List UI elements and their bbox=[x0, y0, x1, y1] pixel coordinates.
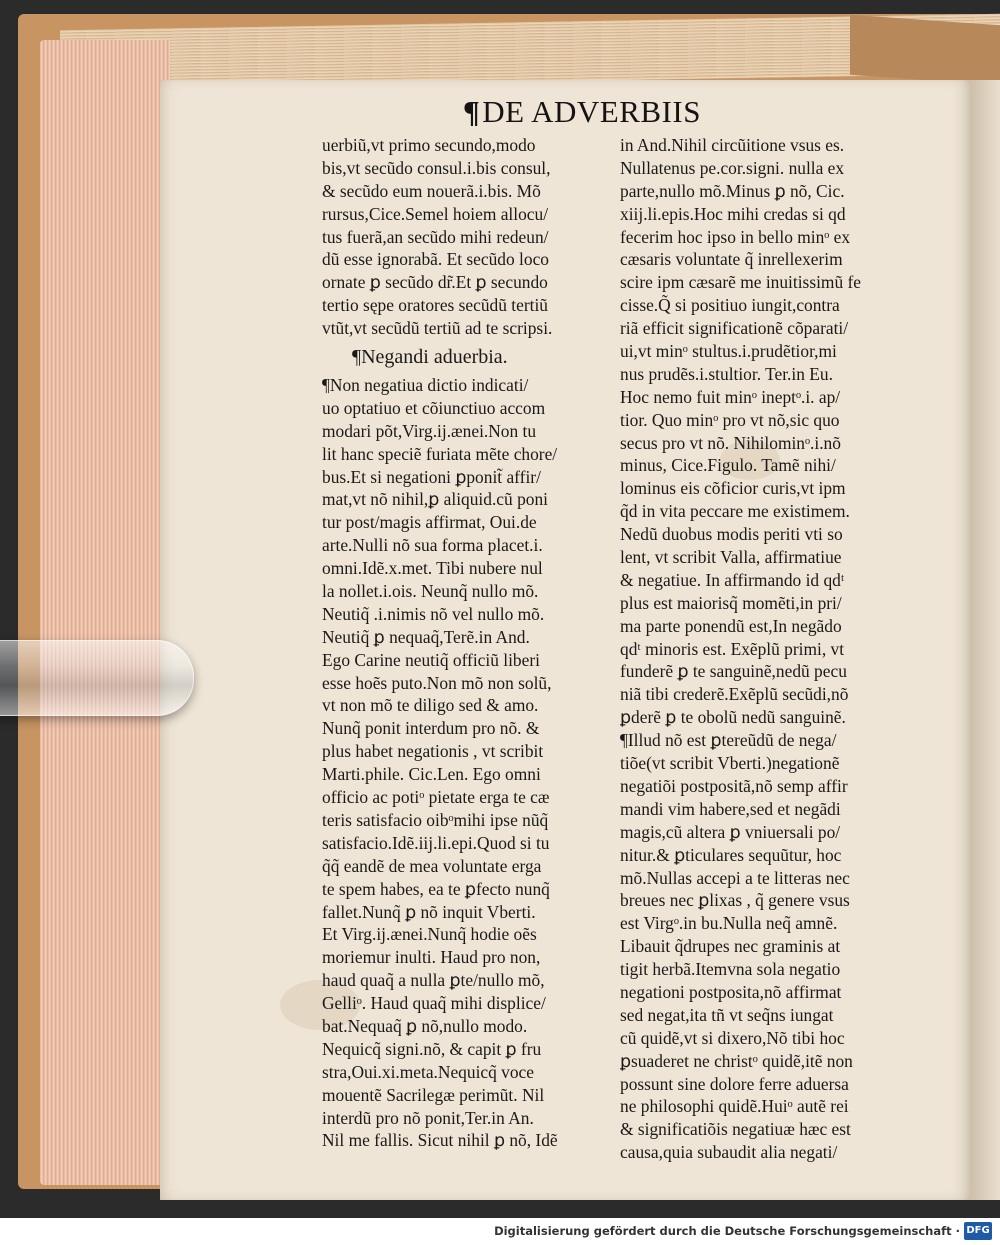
text-line: bat.Nequaq̃ ꝑ nõ,nullo modo. bbox=[322, 1015, 528, 1036]
text-line: negationi postposita,nõ affirmat bbox=[620, 981, 842, 1002]
heading-mark: ¶ bbox=[463, 94, 481, 129]
text-line: lent, vt scribit Valla, affirmatiue bbox=[620, 547, 842, 568]
text-line: est Virgᵒ.in bu.Nulla neq̃ amnẽ. bbox=[620, 913, 838, 934]
footer-credit: Digitalisierung gefördert durch die Deutsche Forschungsgemeinschaft · bbox=[494, 1224, 960, 1238]
text-line: cisse.Q̃ si positiuo iungit,contra bbox=[620, 295, 840, 316]
text-line: negatiõi postpositã,nõ semp affir bbox=[620, 775, 848, 796]
right-column bbox=[620, 134, 902, 1164]
glass-page-holder bbox=[0, 640, 194, 716]
text-line: scire ipm cæsarẽ me inuitissimũ fe bbox=[620, 272, 861, 293]
gutter-shadow bbox=[970, 80, 1000, 1200]
text-line: arte.Nulli nõ sua forma placet.i. bbox=[322, 535, 543, 556]
text-line: Nunq̃ ponit interdum pro nõ. & bbox=[322, 718, 540, 739]
left-column-top-text bbox=[322, 134, 604, 340]
text-line: tus fuerã,an secũdo mihi redeun/ bbox=[322, 226, 549, 247]
text-line: uerbiũ,vt primo secundo,modo bbox=[322, 135, 536, 155]
text-line: te spem habes, ea te ꝑfecto nunq̃ bbox=[322, 878, 550, 899]
footer-bar bbox=[0, 1218, 1000, 1245]
text-line: Gelliᵒ. Haud quaq̃ mihi displice/ bbox=[322, 993, 546, 1014]
text-line: modari põt,Virg.ij.ænei.Non tu bbox=[322, 420, 537, 441]
text-line: Ego Carine neutiq̃ officiũ liberi bbox=[322, 649, 540, 670]
section-title: ¶Negandi aduerbia. bbox=[352, 346, 508, 369]
text-line: vt non mõ te diligo sed & amo. bbox=[322, 695, 539, 716]
text-line: mõ.Nullas accepi a te litteras nec bbox=[620, 867, 850, 888]
text-line: niã tibi crederẽ.Exẽplũ secũdi,nõ bbox=[620, 684, 849, 705]
text-line: nitur.& ꝑticulares sequũtur, hoc bbox=[620, 844, 842, 865]
text-line: tior. Quo minᵒ pro vt nõ,sic quo bbox=[620, 409, 840, 430]
text-line: ne philosophi quidẽ.Huiᵒ autẽ rei bbox=[620, 1096, 849, 1117]
text-line: Libauit q̃drupes nec graminis at bbox=[620, 936, 841, 957]
text-line: ui,vt minᵒ stultus.i.prudẽtior,mi bbox=[620, 341, 837, 362]
text-line: teris satisfacio oibᵒmihi ipse nũq̃ bbox=[322, 809, 549, 830]
text-line: ma parte ponendũ est,In negãdo bbox=[620, 615, 842, 636]
text-line: lit hanc speciẽ furiata mẽte chore/ bbox=[322, 443, 558, 464]
text-line: mandi vim habere,sed et negãdi bbox=[620, 798, 841, 819]
text-line: cæsaris voluntate q̃ inrellexerim bbox=[620, 249, 843, 270]
page-heading bbox=[463, 94, 753, 134]
text-line: plus habet negationis , vt scribit bbox=[322, 741, 544, 762]
text-line: interdũ pro nõ ponit,Ter.in An. bbox=[322, 1107, 534, 1128]
text-line: & secũdo eum nouerã.i.bis. Mõ bbox=[322, 180, 541, 201]
text-line: stra,Oui.xi.meta.Nequicq̃ voce bbox=[322, 1061, 534, 1082]
text-line: vtũt,vt secũdũ tertiũ ad te scripsi. bbox=[322, 318, 553, 339]
text-line: rursus,Cice.Semel hoiem allocu/ bbox=[322, 203, 549, 224]
text-line: xiij.li.epis.Hoc mihi credas si qd bbox=[620, 203, 846, 224]
text-line: cũ quidẽ,vt si dixero,Nõ tibi hoc bbox=[620, 1027, 845, 1048]
text-line: uo optatiuo et cõiunctiuo accom bbox=[322, 397, 546, 418]
text-line: Neutiq̃ ꝑ nequaq̃,Terẽ.in And. bbox=[322, 626, 530, 647]
text-line: ¶Illud nõ est ꝑtereũdũ de nega/ bbox=[620, 730, 837, 751]
text-line: ¶Non negatiua dictio indicati/ bbox=[322, 375, 529, 396]
text-line: tur post/magis affirmat, Oui.de bbox=[322, 512, 537, 533]
text-line: Nequicq̃ signi.nõ, & capit ꝑ fru bbox=[322, 1038, 542, 1059]
text-line: ꝑsuaderet ne christᵒ quidẽ,itẽ non bbox=[620, 1050, 853, 1071]
text-line: breues nec ꝑlixas , q̃ genere vsus bbox=[620, 890, 850, 911]
book-corner bbox=[850, 15, 1000, 85]
text-line: dũ esse ignorabã. Et secũdo loco bbox=[322, 249, 549, 270]
text-line: tigit herbã.Itemvna sola negatio bbox=[620, 959, 841, 980]
text-line: officio ac potiᵒ pietate erga te cæ bbox=[322, 787, 550, 808]
text-line: Et Virg.ij.ænei.Nunq̃ hodie oẽs bbox=[322, 924, 537, 945]
text-line: Marti.phile. Cic.Len. Ego omni bbox=[322, 764, 541, 785]
text-line: mouentẽ Sacrilegæ perimũt. Nil bbox=[322, 1084, 545, 1105]
text-line: bus.Et si negationi ꝑponit̃ affir/ bbox=[322, 466, 541, 487]
text-line: Neutiq̃ .i.nimis nõ vel nullo mõ. bbox=[322, 603, 545, 624]
text-line: haud quaq̃ a nulla ꝑte/nullo mõ, bbox=[322, 970, 545, 991]
text-line: tertio sępe oratores secũdũ tertiũ bbox=[322, 295, 548, 316]
text-line: secus pro vt nõ. Nihilominᵒ.i.nõ bbox=[620, 432, 841, 453]
text-line: sed negat,ita tñ vt seq̃ns iungat bbox=[620, 1004, 834, 1025]
heading-text: DE ADVERBIIS bbox=[482, 94, 701, 129]
dfg-logo: DFG bbox=[964, 1222, 992, 1240]
text-line: fecerim hoc ipso in bello minᵒ ex bbox=[620, 226, 851, 247]
text-line: nus prudẽs.i.stultior. Ter.in Eu. bbox=[620, 363, 833, 384]
text-line: in And.Nihil circũitione vsus es. bbox=[620, 135, 845, 155]
text-line: plus est maiorisq̃ momẽti,in pri/ bbox=[620, 592, 842, 613]
text-line: Nullatenus pe.cor.signi. nulla ex bbox=[620, 157, 845, 178]
left-column-bottom-text bbox=[322, 374, 604, 1152]
text-line: satisfacio.Idẽ.iij.li.epi.Quod si tu bbox=[322, 832, 550, 853]
text-line: bis,vt secũdo consul.i.bis consul, bbox=[322, 157, 551, 178]
text-line: possunt sine dolore ferre aduersa bbox=[620, 1073, 849, 1094]
text-line: moriemur inulti. Haud pro non, bbox=[322, 947, 541, 968]
text-line: riã efficit significationẽ cõparati/ bbox=[620, 318, 849, 339]
text-line: q̃q̃ eandẽ de mea voluntate erga bbox=[322, 855, 542, 876]
text-line: q̃d in vita peccare me existimem. bbox=[620, 501, 850, 522]
text-line: & significatiõis negatiuæ hæc est bbox=[620, 1119, 851, 1140]
text-line: mat,vt nõ nihil,ꝑ aliquid.cũ poni bbox=[322, 489, 548, 510]
text-line: magis,cũ altera ꝑ vniuersali po/ bbox=[620, 821, 841, 842]
text-line: fallet.Nunq̃ ꝑ nõ inquit Vberti. bbox=[322, 901, 536, 922]
text-line: ꝑderẽ ꝑ te obolũ nedũ sanguinẽ. bbox=[620, 707, 846, 728]
text-line: qdᵗ minoris est. Exẽplũ primi, vt bbox=[620, 638, 845, 659]
text-line: tiõe(vt scribit Vberti.)negationẽ bbox=[620, 753, 840, 774]
text-line: & negatiue. In affirmando id qdᵗ bbox=[620, 569, 845, 590]
text-line: la nollet.i.ois. Neunq̃ nullo mõ. bbox=[322, 581, 539, 602]
text-line: Nil me fallis. Sicut nihil ꝑ nõ, Idẽ bbox=[322, 1130, 558, 1151]
text-line: Nedũ duobus modis periti vti so bbox=[620, 524, 843, 545]
text-line: lominus eis cõficior curis,vt ipm bbox=[620, 478, 846, 499]
left-column bbox=[322, 134, 604, 1152]
text-line: omni.Idẽ.x.met. Tibi nubere nul bbox=[322, 558, 543, 579]
text-line: Hoc nemo fuit minᵒ ineptᵒ.i. ap/ bbox=[620, 386, 841, 407]
text-line: minus, Cice.Figulo. Tamẽ nihi/ bbox=[620, 455, 836, 476]
right-column-text bbox=[620, 134, 902, 1164]
text-line: causa,quia subaudit alia negati/ bbox=[620, 1142, 838, 1163]
text-line: ornate ꝑ secũdo dr̃.Et ꝑ secundo bbox=[322, 272, 548, 293]
page-stack-left bbox=[40, 40, 170, 1185]
text-line: funderẽ ꝑ te sanguinẽ,nedũ pecu bbox=[620, 661, 847, 682]
text-line: parte,nullo mõ.Minus ꝑ nõ, Cic. bbox=[620, 180, 845, 201]
text-line: esse hoẽs puto.Non mõ non solũ, bbox=[322, 672, 552, 693]
